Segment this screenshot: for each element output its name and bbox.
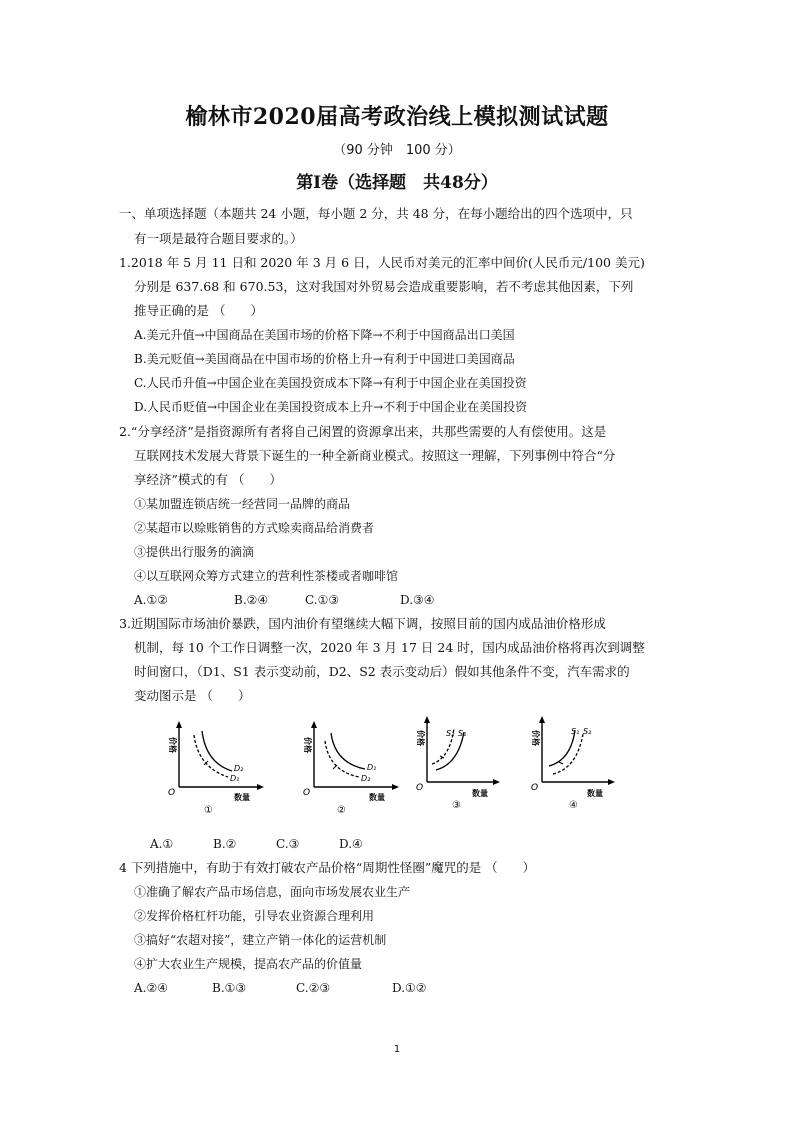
q1-stem-line: 分别是 637.68 和 670.53，这对我国对外贸易会造成重要影响，若不考虑其他因素，下列 xyxy=(134,279,634,294)
curve-label: D₁ xyxy=(230,774,240,783)
q2-option-d[interactable]: D.③④ xyxy=(400,593,435,607)
q1-stem-line: 推导正确的是 （ ） xyxy=(134,303,263,318)
q4-option-b[interactable]: B.①③ xyxy=(212,981,247,995)
y-axis-label: 价格 xyxy=(531,730,540,746)
q2-item: ①某加盟连锁店统一经营同一品牌的商品 xyxy=(134,497,351,511)
graph-number: ① xyxy=(204,805,213,816)
graph-number: ③ xyxy=(452,800,461,811)
q1-option-b[interactable]: B.美元贬值→美国商品在中国市场的价格上升→有利于中国进口美国商品 xyxy=(134,352,515,366)
x-axis-label: 数量 xyxy=(234,793,250,802)
q4-item: ④扩大农业生产规模，提高农产品的价值量 xyxy=(134,957,363,971)
q2-stem-line: 互联网技术发展大背景下诞生的一种全新商业模式。按照这一理解，下列事例中符合“分 xyxy=(134,448,616,463)
q3-graph-2 xyxy=(285,715,405,820)
instruction-line: 有一项是最符合题目要求的。） xyxy=(134,231,303,246)
q3-stem-line: 时间窗口，（D1、S1 表示变动前，D2、S2 表示变动后）假如其他条件不变，汽车需求的 xyxy=(134,664,630,679)
instruction-line: 一、单项选择题（本题共 24 小题，每小题 2 分，共 48 分，在每小题给出的四个选项中，只 xyxy=(119,206,633,221)
q2-option-a[interactable]: A.①② xyxy=(134,593,168,607)
q3-option-c[interactable]: C.③ xyxy=(276,837,300,851)
q4-item: ②发挥价格杠杆功能，引导农业资源合理利用 xyxy=(134,909,375,923)
q1-option-a[interactable]: A.美元升值→中国商品在美国市场的价格下降→不利于中国商品出口美国 xyxy=(134,328,515,342)
curve-d2 xyxy=(325,741,359,777)
q2-option-b[interactable]: B.②④ xyxy=(234,593,269,607)
q4-option-c[interactable]: C.②③ xyxy=(296,981,331,995)
curve-label: S₁ xyxy=(458,729,467,738)
origin-label: O xyxy=(303,788,311,798)
curve-label: D₁ xyxy=(367,763,377,772)
q4-stem: 4 下列措施中，有助于有效打破农产品价格“周期性怪圈”魔咒的是 （ ） xyxy=(119,860,536,875)
origin-label: O xyxy=(416,783,424,793)
q2-item: ④以互联网众筹方式建立的营利性茶楼或者咖啡馆 xyxy=(134,569,399,583)
section-title: 第Ⅰ卷（选择题 共48分） xyxy=(296,173,498,193)
x-axis-label: 数量 xyxy=(472,789,488,798)
curve-label: S₂ xyxy=(446,729,455,738)
y-axis-label: 价格 xyxy=(303,737,312,753)
q2-option-c[interactable]: C.①③ xyxy=(305,593,340,607)
q3-graph-3 xyxy=(400,712,520,817)
q1-option-c[interactable]: C.人民币升值→中国企业在美国投资成本下降→有利于中国企业在美国投资 xyxy=(134,376,527,390)
graph-number: ② xyxy=(337,805,346,816)
q2-item: ③提供出行服务的滴滴 xyxy=(134,545,255,559)
y-axis-label: 价格 xyxy=(168,737,177,753)
q3-option-a[interactable]: A.① xyxy=(150,837,174,851)
origin-label: O xyxy=(531,783,539,793)
curve-label: S₂ xyxy=(583,727,592,736)
q2-stem-line: 享经济”模式的有 （ ） xyxy=(134,472,282,487)
curve-label: D₂ xyxy=(234,764,244,773)
q3-stem-line: 3.近期国际市场油价暴跌，国内油价有望继续大幅下调，按照目前的国内成品油价格形成 xyxy=(119,616,606,631)
q4-option-d[interactable]: D.①② xyxy=(392,981,427,995)
q1-stem-line: 1.2018 年 5 月 11 日和 2020 年 3 月 6 日，人民币对美元的汇率中间价(人民币元/100 美元) xyxy=(119,255,645,270)
q3-stem-line: 机制，每 10 个工作日调整一次，2020 年 3 月 17 日 24 时，国内成品油价格将再次到调整 xyxy=(134,640,645,655)
page-number: 1 xyxy=(393,1044,401,1055)
q2-item: ②某超市以赊账销售的方式赊卖商品给消费者 xyxy=(134,521,375,535)
q3-option-d[interactable]: D.④ xyxy=(339,837,363,851)
curve-s2 xyxy=(553,734,583,774)
curve-label: D₂ xyxy=(361,774,371,783)
q4-item: ①准确了解农产品市场信息，面向市场发展农业生产 xyxy=(134,885,411,899)
q3-graph-1 xyxy=(150,715,270,820)
x-axis-label: 数量 xyxy=(369,793,385,802)
q3-graph-4 xyxy=(515,712,635,817)
y-axis-label: 价格 xyxy=(416,730,425,746)
x-axis-label: 数量 xyxy=(587,789,603,798)
q3-option-b[interactable]: B.② xyxy=(213,837,237,851)
graph-number: ④ xyxy=(569,800,578,811)
curve-d1 xyxy=(331,733,365,769)
q2-stem-line: 2.“分享经济”是指资源所有者将自己闲置的资源拿出来，共那些需要的人有偿使用。这是 xyxy=(119,424,607,439)
q3-stem-line: 变动图示是 （ ） xyxy=(134,688,251,703)
q1-option-d[interactable]: D.人民币贬值→中国企业在美国投资成本上升→不利于中国企业在美国投资 xyxy=(134,400,528,414)
q4-option-a[interactable]: A.②④ xyxy=(134,981,168,995)
page-title: 榆林市2020届高考政治线上模拟测试试题 xyxy=(185,104,609,130)
exam-duration-score: （90 分钟 100 分） xyxy=(333,143,461,158)
curve-d2 xyxy=(202,731,232,771)
curve-label: S₁ xyxy=(571,727,580,736)
origin-label: O xyxy=(168,788,176,798)
q4-item: ③搞好“农超对接”，建立产销一体化的运营机制 xyxy=(134,933,387,947)
